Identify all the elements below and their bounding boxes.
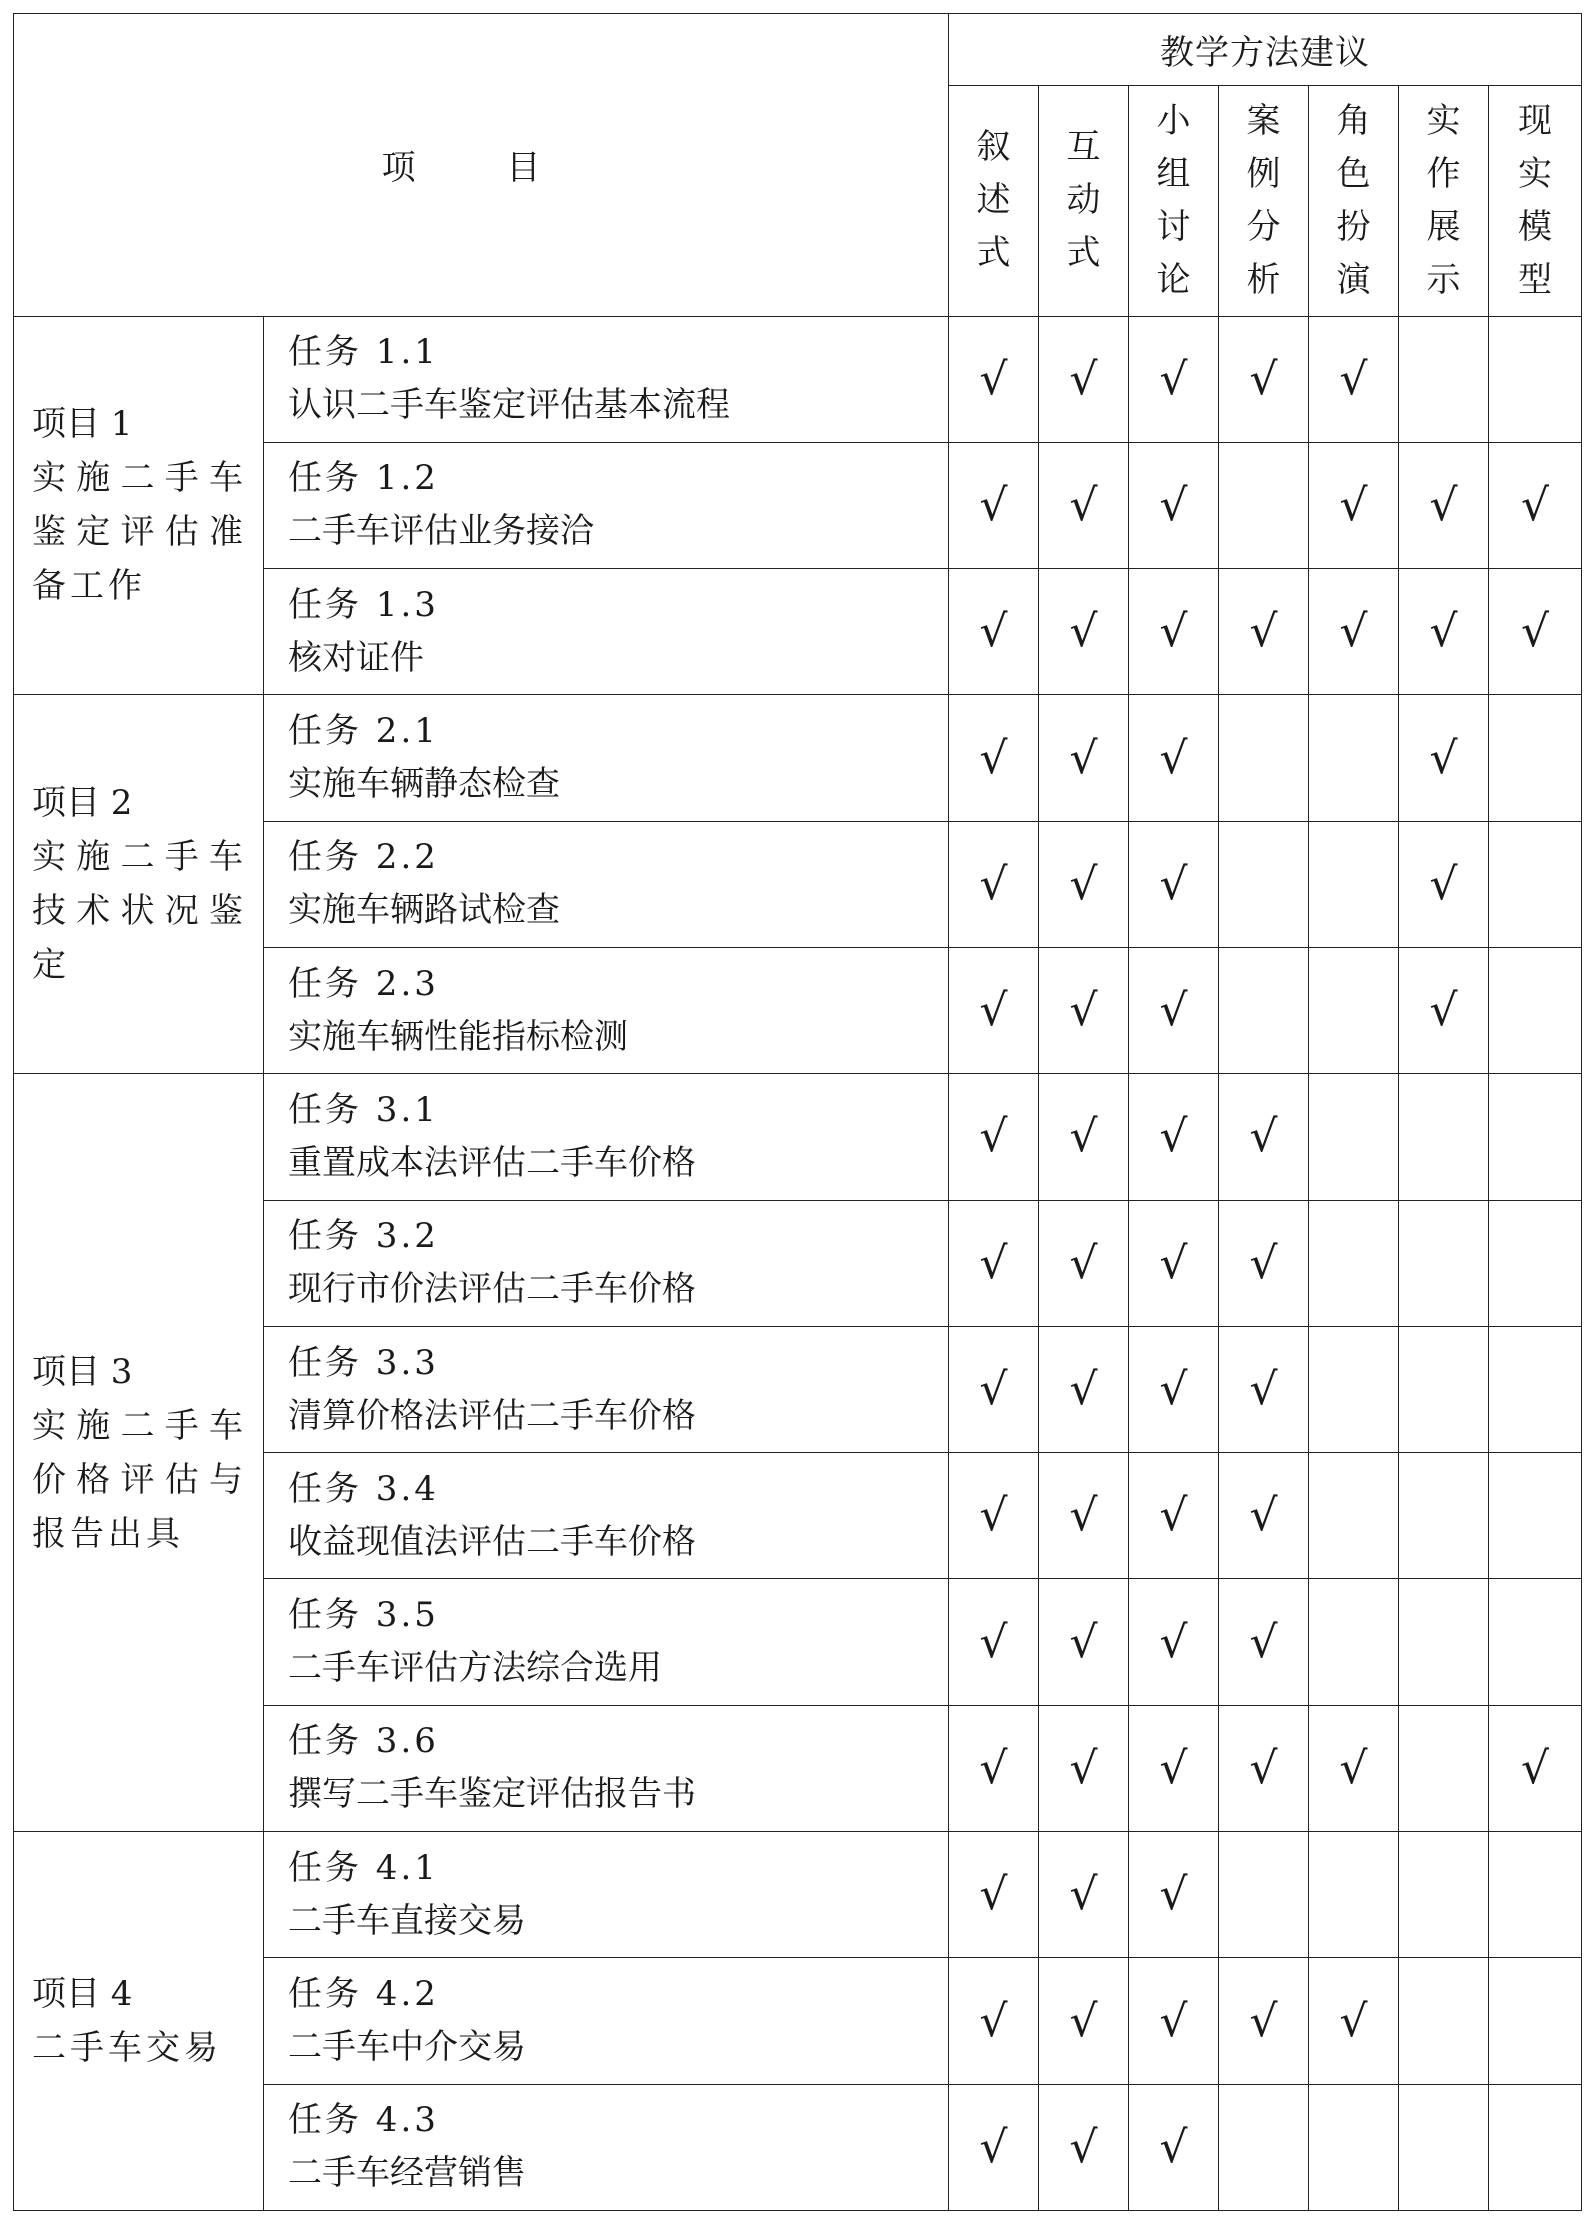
check-mark: √ (979, 1616, 1008, 1668)
method-check-cell (1039, 1705, 1129, 1831)
method-check-cell (1399, 1200, 1489, 1326)
check-mark: √ (979, 1237, 1008, 1289)
method-check-cell (1399, 1326, 1489, 1452)
header-row-1 (14, 14, 1582, 86)
project-number: 项目 2 (32, 783, 133, 824)
method-header-0 (949, 86, 1039, 316)
check-mark: √ (1339, 479, 1368, 531)
method-header-char: 式 (1066, 233, 1101, 274)
method-check-cell (1489, 1579, 1582, 1705)
check-mark: √ (1249, 1111, 1278, 1163)
method-header-char: 案 (1246, 100, 1281, 141)
task-cell (264, 1326, 949, 1452)
method-check-cell (1399, 1958, 1489, 2084)
method-check-cell (1399, 2084, 1489, 2210)
check-mark: √ (1249, 1490, 1278, 1542)
table-row (14, 695, 1582, 821)
check-mark: √ (1429, 479, 1458, 531)
method-check-cell (1129, 1579, 1219, 1705)
method-check-cell (1489, 1453, 1582, 1579)
method-check-cell (1219, 1705, 1309, 1831)
check-mark: √ (979, 1490, 1008, 1542)
task-name: 二手车评估业务接洽 (288, 511, 594, 552)
method-check-cell (1309, 569, 1399, 695)
task-number: 任务 3.5 (288, 1595, 439, 1636)
check-mark: √ (1069, 353, 1098, 405)
project-header: 项 目 (14, 14, 949, 317)
method-check-cell (1039, 569, 1129, 695)
check-mark: √ (1159, 1364, 1188, 1416)
method-check-cell (1309, 316, 1399, 442)
method-header-2 (1129, 86, 1219, 316)
table-row (14, 1074, 1582, 1200)
method-check-cell (1399, 569, 1489, 695)
method-header-char: 角 (1336, 100, 1371, 141)
task-cell (264, 569, 949, 695)
method-header-char: 式 (976, 233, 1011, 274)
method-check-cell (1489, 695, 1582, 821)
task-name: 清算价格法评估二手车价格 (288, 1395, 696, 1436)
method-check-cell (1039, 1074, 1129, 1200)
method-header-5 (1399, 86, 1489, 316)
check-mark: √ (1159, 606, 1188, 658)
method-check-cell (1219, 2084, 1309, 2210)
method-check-cell (1309, 1453, 1399, 1579)
method-header-char: 动 (1066, 180, 1101, 221)
method-check-cell (1219, 821, 1309, 947)
method-check-cell (949, 2084, 1039, 2210)
method-check-cell (949, 442, 1039, 568)
task-name: 二手车经营销售 (288, 2153, 526, 2194)
check-mark: √ (1339, 606, 1368, 658)
method-check-cell (1309, 1832, 1399, 1958)
method-header-char: 色 (1336, 153, 1371, 194)
task-cell (264, 947, 949, 1073)
check-mark: √ (1159, 1237, 1188, 1289)
method-check-cell (949, 1958, 1039, 2084)
method-check-cell (1309, 1200, 1399, 1326)
check-mark: √ (979, 1111, 1008, 1163)
check-mark: √ (1520, 606, 1550, 658)
project-name: 二手车交易 (32, 2028, 222, 2069)
method-group-header: 教学方法建议 (949, 14, 1582, 86)
method-check-cell (1489, 1326, 1582, 1452)
method-check-cell (1399, 1453, 1489, 1579)
check-mark: √ (1249, 606, 1278, 658)
task-name: 核对证件 (288, 637, 424, 678)
method-check-cell (949, 316, 1039, 442)
check-mark: √ (979, 1869, 1008, 1921)
check-mark: √ (1159, 1869, 1188, 1921)
check-mark: √ (1429, 985, 1458, 1037)
check-mark: √ (1339, 1742, 1368, 1794)
check-mark: √ (1249, 1364, 1278, 1416)
method-header-char: 讨 (1156, 206, 1191, 247)
method-check-cell (1489, 1832, 1582, 1958)
check-mark: √ (1339, 353, 1368, 405)
project-number: 项目 3 (32, 1351, 133, 1392)
check-mark: √ (1159, 2121, 1188, 2173)
method-check-cell (1129, 1453, 1219, 1579)
project-name: 实施二手车价格评估与报告出具 (32, 1405, 247, 1554)
method-header-char: 例 (1246, 153, 1281, 194)
check-mark: √ (1069, 1995, 1098, 2047)
check-mark: √ (979, 732, 1008, 784)
task-cell (264, 2084, 949, 2210)
method-check-cell (1489, 1074, 1582, 1200)
method-header-char: 论 (1156, 259, 1191, 300)
check-mark: √ (1159, 1995, 1188, 2047)
method-check-cell (1219, 1832, 1309, 1958)
method-check-cell (1039, 1200, 1129, 1326)
method-check-cell (949, 1453, 1039, 1579)
task-cell (264, 821, 949, 947)
check-mark: √ (979, 985, 1008, 1037)
task-number: 任务 2.3 (288, 963, 439, 1004)
check-mark: √ (979, 353, 1008, 405)
check-mark: √ (1249, 1742, 1278, 1794)
task-name: 实施车辆静态检查 (288, 764, 560, 805)
method-check-cell (1039, 1326, 1129, 1452)
check-mark: √ (1159, 985, 1188, 1037)
project-name: 实施二手车技术状况鉴定 (32, 837, 247, 986)
method-check-cell (1399, 695, 1489, 821)
method-check-cell (1129, 695, 1219, 821)
task-name: 二手车中介交易 (288, 2027, 526, 2067)
check-mark: √ (1159, 732, 1188, 784)
task-number: 任务 1.1 (288, 332, 439, 373)
task-cell (264, 1958, 949, 2084)
method-check-cell (1309, 695, 1399, 821)
task-cell (264, 1579, 949, 1705)
method-check-cell (1129, 442, 1219, 568)
method-check-cell (1039, 1958, 1129, 2084)
table-row (14, 1832, 1582, 1958)
check-mark: √ (1069, 732, 1098, 784)
method-check-cell (1039, 2084, 1129, 2210)
check-mark: √ (1069, 1111, 1098, 1163)
method-check-cell (1399, 1832, 1489, 1958)
method-header-char: 示 (1426, 259, 1461, 300)
check-mark: √ (1520, 1742, 1550, 1794)
method-header-char: 实 (1426, 100, 1461, 141)
check-mark: √ (1069, 985, 1098, 1037)
method-check-cell (1219, 1453, 1309, 1579)
task-cell (264, 442, 949, 568)
check-mark: √ (1069, 1869, 1098, 1921)
task-number: 任务 3.6 (288, 1721, 439, 1762)
project-number: 项目 4 (32, 1974, 133, 2015)
method-header-char: 模 (1518, 206, 1552, 247)
method-header-1 (1039, 86, 1129, 316)
method-check-cell (949, 1705, 1039, 1831)
method-check-cell (1219, 1958, 1309, 2084)
task-cell (264, 316, 949, 442)
check-mark: √ (1069, 1490, 1098, 1542)
method-check-cell (949, 1074, 1039, 1200)
task-number: 任务 4.3 (288, 2100, 439, 2141)
method-check-cell (1039, 1579, 1129, 1705)
task-number: 任务 3.3 (288, 1342, 439, 1383)
method-header-6 (1489, 86, 1582, 316)
check-mark: √ (1069, 1616, 1098, 1668)
method-header-char: 作 (1426, 153, 1461, 194)
task-number: 任务 2.2 (288, 837, 439, 878)
check-mark: √ (1429, 732, 1458, 784)
method-check-cell (1399, 316, 1489, 442)
method-check-cell (949, 1579, 1039, 1705)
check-mark: √ (1069, 1364, 1098, 1416)
method-check-cell (1309, 821, 1399, 947)
method-header-char: 互 (1066, 127, 1101, 168)
check-mark: √ (1339, 1995, 1368, 2047)
check-mark: √ (1069, 858, 1098, 910)
method-check-cell (949, 1326, 1039, 1452)
project-number: 项目 1 (32, 404, 133, 445)
task-cell (264, 1832, 949, 1958)
method-check-cell (1129, 1958, 1219, 2084)
task-number: 任务 1.2 (288, 458, 439, 499)
check-mark: √ (1429, 858, 1458, 910)
teaching-methods-table (13, 13, 1582, 2211)
method-header-char: 现 (1518, 100, 1552, 141)
method-check-cell (1309, 1326, 1399, 1452)
check-mark: √ (979, 2121, 1008, 2173)
task-number: 任务 1.3 (288, 584, 439, 625)
project-cell (14, 1832, 264, 2211)
method-check-cell (1129, 1326, 1219, 1452)
check-mark: √ (1069, 2121, 1098, 2173)
method-check-cell (1309, 1074, 1399, 1200)
method-check-cell (1489, 442, 1582, 568)
method-check-cell (1489, 2084, 1582, 2210)
method-header-char: 析 (1246, 259, 1281, 300)
method-header-char: 叙 (976, 127, 1011, 168)
method-check-cell (1219, 695, 1309, 821)
method-check-cell (1219, 1200, 1309, 1326)
check-mark: √ (1159, 1490, 1188, 1542)
task-number: 任务 3.2 (288, 1216, 439, 1257)
method-header-char: 实 (1518, 153, 1552, 194)
method-check-cell (1039, 821, 1129, 947)
method-check-cell (1219, 316, 1309, 442)
method-check-cell (949, 1200, 1039, 1326)
task-number: 任务 4.2 (288, 1974, 439, 2014)
method-check-cell (1129, 316, 1219, 442)
method-check-cell (1399, 947, 1489, 1073)
check-mark: √ (979, 1742, 1008, 1794)
method-check-cell (1309, 442, 1399, 568)
method-check-cell (949, 695, 1039, 821)
method-check-cell (1219, 569, 1309, 695)
task-name: 收益现值法评估二手车价格 (288, 1521, 696, 1562)
table-row (14, 316, 1582, 442)
method-check-cell (1129, 1832, 1219, 1958)
method-check-cell (1489, 821, 1582, 947)
task-cell (264, 1074, 949, 1200)
task-name: 现行市价法评估二手车价格 (288, 1269, 696, 1310)
check-mark: √ (1159, 858, 1188, 910)
check-mark: √ (1159, 1111, 1188, 1163)
method-check-cell (949, 821, 1039, 947)
method-check-cell (1219, 1579, 1309, 1705)
method-check-cell (1399, 821, 1489, 947)
method-check-cell (1489, 947, 1582, 1073)
method-check-cell (1129, 1200, 1219, 1326)
method-check-cell (1309, 1958, 1399, 2084)
method-header-char: 演 (1336, 259, 1371, 300)
task-name: 重置成本法评估二手车价格 (288, 1142, 696, 1183)
check-mark: √ (1249, 353, 1278, 405)
method-check-cell (949, 947, 1039, 1073)
project-cell (14, 316, 264, 695)
method-check-cell (1039, 1832, 1129, 1958)
check-mark: √ (1069, 479, 1098, 531)
task-cell (264, 695, 949, 821)
task-name: 二手车直接交易 (288, 1900, 526, 1941)
method-check-cell (1129, 1074, 1219, 1200)
method-check-cell (1489, 1705, 1582, 1831)
check-mark: √ (979, 1364, 1008, 1416)
project-cell (14, 1074, 264, 1832)
method-check-cell (1309, 947, 1399, 1073)
task-name: 二手车评估方法综合选用 (288, 1648, 662, 1689)
check-mark: √ (1429, 606, 1458, 658)
method-check-cell (1489, 569, 1582, 695)
method-check-cell (1309, 2084, 1399, 2210)
check-mark: √ (1249, 1237, 1278, 1289)
method-check-cell (1309, 1705, 1399, 1831)
check-mark: √ (979, 1995, 1008, 2047)
check-mark: √ (1249, 1995, 1278, 2047)
task-number: 任务 4.1 (288, 1847, 439, 1888)
check-mark: √ (979, 858, 1008, 910)
check-mark: √ (1069, 1742, 1098, 1794)
check-mark: √ (1069, 1237, 1098, 1289)
method-check-cell (1399, 1074, 1489, 1200)
check-mark: √ (1249, 1616, 1278, 1668)
method-header-4 (1309, 86, 1399, 316)
method-check-cell (1039, 316, 1129, 442)
check-mark: √ (1069, 606, 1098, 658)
check-mark: √ (979, 606, 1008, 658)
method-check-cell (1039, 442, 1129, 568)
method-check-cell (1219, 1074, 1309, 1200)
task-number: 任务 2.1 (288, 711, 439, 752)
task-name: 实施车辆性能指标检测 (288, 1016, 628, 1057)
check-mark: √ (979, 479, 1008, 531)
method-header-3 (1219, 86, 1309, 316)
check-mark: √ (1520, 479, 1550, 531)
check-mark: √ (1159, 1616, 1188, 1668)
method-check-cell (1039, 1453, 1129, 1579)
method-check-cell (1219, 947, 1309, 1073)
method-check-cell (1219, 442, 1309, 568)
method-check-cell (949, 1832, 1039, 1958)
method-check-cell (1489, 1958, 1582, 2084)
check-mark: √ (1159, 1742, 1188, 1794)
method-header-char: 展 (1426, 206, 1461, 247)
method-check-cell (1489, 1200, 1582, 1326)
method-check-cell (1129, 2084, 1219, 2210)
method-check-cell (1219, 1326, 1309, 1452)
project-name: 实施二手车鉴定评估准备工作 (32, 458, 247, 607)
method-check-cell (1039, 947, 1129, 1073)
task-name: 认识二手车鉴定评估基本流程 (288, 385, 730, 426)
method-header-char: 分 (1246, 206, 1281, 247)
method-header-char: 组 (1156, 153, 1191, 194)
method-header-char: 扮 (1336, 206, 1371, 247)
method-check-cell (1399, 442, 1489, 568)
method-check-cell (1399, 1705, 1489, 1831)
method-check-cell (1309, 1579, 1399, 1705)
method-header-char: 述 (976, 180, 1011, 221)
method-check-cell (1039, 695, 1129, 821)
method-check-cell (1129, 947, 1219, 1073)
method-header-char: 型 (1518, 259, 1552, 300)
task-cell (264, 1200, 949, 1326)
project-cell (14, 695, 264, 1074)
task-cell (264, 1453, 949, 1579)
check-mark: √ (1159, 479, 1188, 531)
task-name: 撰写二手车鉴定评估报告书 (288, 1774, 696, 1815)
task-number: 任务 3.1 (288, 1089, 439, 1130)
method-header-char: 小 (1156, 100, 1191, 141)
method-check-cell (1489, 316, 1582, 442)
task-number: 任务 3.4 (288, 1468, 439, 1509)
task-name: 实施车辆路试检查 (288, 890, 560, 931)
check-mark: √ (1159, 353, 1188, 405)
method-check-cell (1129, 821, 1219, 947)
method-check-cell (1129, 569, 1219, 695)
method-check-cell (1399, 1579, 1489, 1705)
task-cell (264, 1705, 949, 1831)
method-check-cell (1129, 1705, 1219, 1831)
method-check-cell (949, 569, 1039, 695)
